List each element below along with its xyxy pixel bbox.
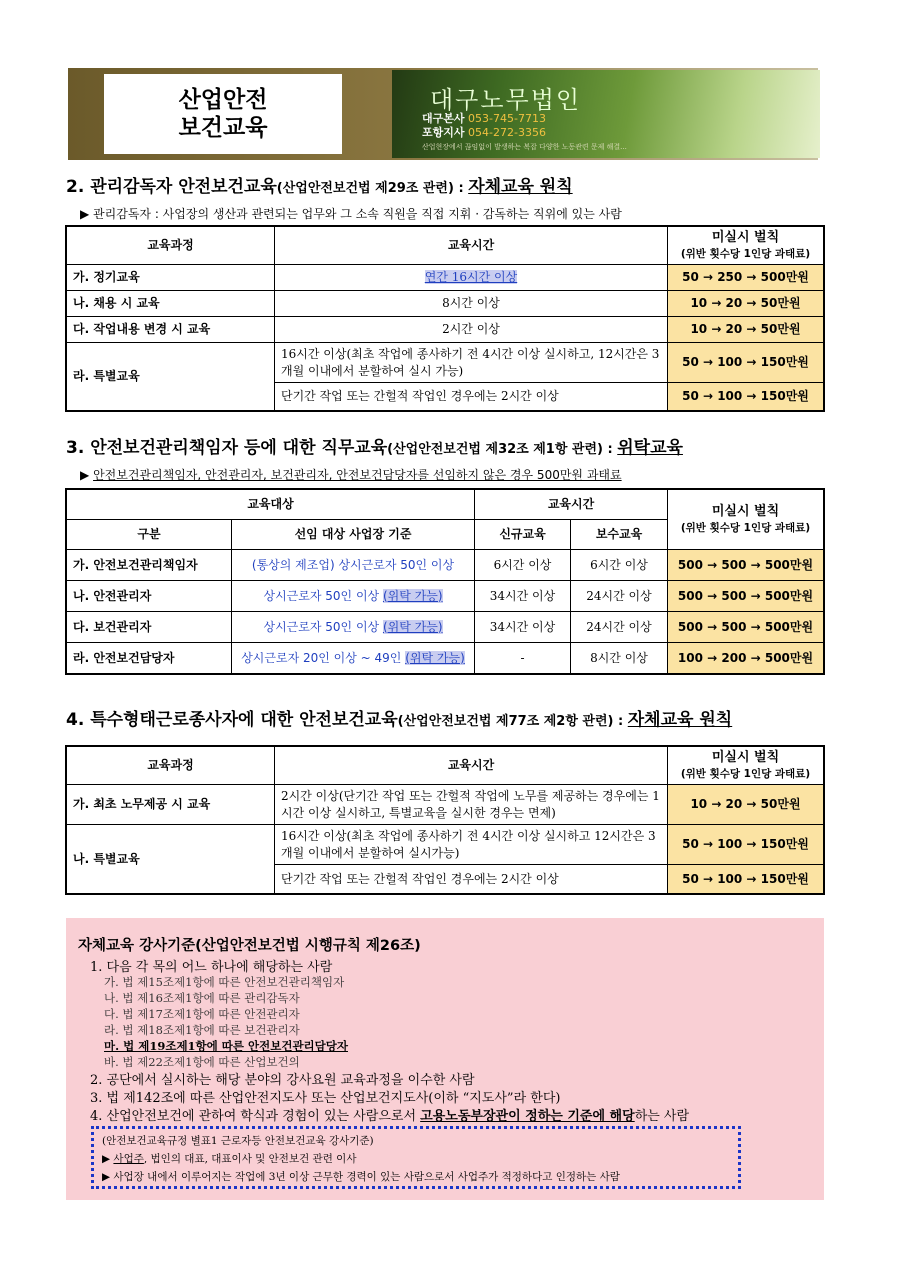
row-label: 다. 작업내용 변경 시 교육	[67, 317, 275, 343]
criteria-item: 1. 다음 각 목의 어느 하나에 해당하는 사람	[90, 960, 333, 975]
criteria-item: 2. 공단에서 실시하는 해당 분야의 강사요원 교육과정을 이수한 사람	[90, 1073, 475, 1088]
row-time: 16시간 이상(최초 작업에 종사하기 전 4시간 이상 실시하고, 12시간은 3개월 이내에서 분할하여 실시 가능)	[275, 343, 668, 383]
criteria-subitem: 가. 법 제15조제1항에 따른 안전보건관리책임자	[104, 975, 345, 989]
header-time: 교육시간	[475, 490, 668, 520]
row-criteria: 상시근로자 50인 이상 (위탁 가능)	[232, 581, 475, 612]
header-time: 교육시간	[275, 747, 668, 785]
header-kind: 구분	[67, 520, 232, 550]
box-line: ▶ 사업장 내에서 이루어지는 작업에 3년 이상 근무한 경력이 있는 사람으로서 사업주가 적정하다고 인정하는 사람	[102, 1171, 620, 1183]
row-label: 나. 특별교육	[67, 825, 275, 894]
row-label: 라. 특별교육	[67, 343, 275, 411]
row-time: 8시간 이상	[275, 291, 668, 317]
banner-tagline: 산업현장에서 끊임없이 발생하는 복잡 다양한 노동관련 문제 해결...	[422, 143, 627, 151]
row-criteria: (통상의 제조업) 상시근로자 50인 이상	[232, 550, 475, 581]
row-time: 2시간 이상(단기간 작업 또는 간헐적 작업에 노무를 제공하는 경우에는 1시간 이상 실시하고, 특별교육을 실시한 경우는 면제)	[275, 785, 668, 825]
row-fine: 100 → 200 → 500만원	[668, 643, 824, 674]
row-new: 34시간 이상	[475, 612, 571, 643]
header-target: 교육대상	[67, 490, 475, 520]
box-line: ▶ 사업주, 법인의 대표, 대표이사 및 안전보건 관련 이사	[102, 1153, 357, 1165]
branch-1: 대구본사 053-745-7713	[422, 112, 546, 125]
row-label: 라. 안전보건담당자	[67, 643, 232, 674]
row-criteria: 상시근로자 50인 이상 (위탁 가능)	[232, 612, 475, 643]
criteria-item: 4. 산업안전보건에 관하여 학식과 경험이 있는 사람으로서 고용노동부장관이 정하는 기준에 해당하는 사람	[90, 1109, 690, 1124]
row-fine: 10 → 20 → 50만원	[668, 785, 824, 825]
row-time: 단기간 작업 또는 간헐적 작업인 경우에는 2시간 이상	[275, 383, 668, 411]
instructor-criteria-title: 자체교육 강사기준(산업안전보건법 시행규칙 제26조)	[78, 938, 421, 954]
criteria-item: 3. 법 제142조에 따른 산업안전지도사 또는 산업보건지도사(이하 “지도사”라 한다)	[90, 1091, 561, 1106]
header-refresh: 보수교육	[571, 520, 668, 550]
row-fine: 50 → 250 → 500만원	[668, 265, 824, 291]
row-fine: 500 → 500 → 500만원	[668, 612, 824, 643]
row-criteria: 상시근로자 20인 이상 ~ 49인 (위탁 가능)	[232, 643, 475, 674]
section-2-title: 2. 관리감독자 안전보건교육(산업안전보건법 제29조 관련) : 자체교육 원칙	[66, 177, 573, 197]
row-fine: 10 → 20 → 50만원	[668, 291, 824, 317]
row-fine: 10 → 20 → 50만원	[668, 317, 824, 343]
section-3-note: ▶ 안전보건관리책임자, 안전관리자, 보건관리자, 안전보건담당자를 선임하지 않은 경우 500만원 과태료	[80, 468, 622, 482]
row-fine: 50 → 100 → 150만원	[668, 865, 824, 894]
criteria-subitem: 바. 법 제22조제1항에 따른 산업보건의	[104, 1055, 300, 1069]
row-fine: 500 → 500 → 500만원	[668, 581, 824, 612]
row-time: 2시간 이상	[275, 317, 668, 343]
row-refresh: 24시간 이상	[571, 612, 668, 643]
header-fine: 미실시 벌칙 (위반 횟수당 1인당 과태료)	[668, 747, 824, 785]
row-refresh: 24시간 이상	[571, 581, 668, 612]
row-refresh: 8시간 이상	[571, 643, 668, 674]
row-new: -	[475, 643, 571, 674]
row-fine: 50 → 100 → 150만원	[668, 383, 824, 411]
row-label: 나. 안전관리자	[67, 581, 232, 612]
row-label: 가. 안전보건관리책임자	[67, 550, 232, 581]
row-fine: 50 → 100 → 150만원	[668, 825, 824, 865]
page-title: 산업안전 보건교육	[104, 74, 342, 154]
criteria-subitem: 다. 법 제17조제1항에 따른 안전관리자	[104, 1007, 300, 1021]
section-3-title: 3. 안전보건관리책임자 등에 대한 직무교육(산업안전보건법 제32조 제1항 관련) : 위탁교육	[66, 438, 683, 458]
header-banner-image	[392, 70, 820, 158]
section-2-note: ▶ 관리감독자 : 사업장의 생산과 관련되는 업무와 그 소속 직원을 직접 지휘 · 감독하는 직위에 있는 사람	[80, 207, 622, 221]
criteria-subitem: 라. 법 제18조제1항에 따른 보건관리자	[104, 1023, 300, 1037]
header-course: 교육과정	[67, 747, 275, 785]
row-refresh: 6시간 이상	[571, 550, 668, 581]
criteria-subitem: 나. 법 제16조제1항에 따른 관리감독자	[104, 991, 300, 1005]
row-new: 6시간 이상	[475, 550, 571, 581]
header-course: 교육과정	[67, 227, 275, 265]
header-fine: 미실시 벌칙 (위반 횟수당 1인당 과태료)	[668, 227, 824, 265]
row-new: 34시간 이상	[475, 581, 571, 612]
header-new: 신규교육	[475, 520, 571, 550]
row-fine: 50 → 100 → 150만원	[668, 343, 824, 383]
header-time: 교육시간	[275, 227, 668, 265]
header-fine: 미실시 벌칙 (위반 횟수당 1인당 과태료)	[668, 490, 824, 550]
section-2-table	[66, 226, 824, 411]
row-label: 가. 최초 노무제공 시 교육	[67, 785, 275, 825]
row-label: 다. 보건관리자	[67, 612, 232, 643]
criteria-subitem: 마. 법 제19조제1항에 따른 안전보건관리담당자	[104, 1039, 348, 1053]
header-criteria: 선임 대상 사업장 기준	[232, 520, 475, 550]
box-title: (안전보건교육규정 별표1 근로자등 안전보건교육 강사기준)	[102, 1135, 374, 1147]
section-4-title: 4. 특수형태근로종사자에 대한 안전보건교육(산업안전보건법 제77조 제2항 관련) : 자체교육 원칙	[66, 710, 733, 730]
section-3-table	[66, 489, 824, 674]
row-fine: 500 → 500 → 500만원	[668, 550, 824, 581]
firm-name: 대구노무법인	[430, 86, 582, 114]
row-time: 연간 16시간 이상	[275, 265, 668, 291]
section-4-table	[66, 746, 824, 894]
row-label: 가. 정기교육	[67, 265, 275, 291]
row-time: 단기간 작업 또는 간헐적 작업인 경우에는 2시간 이상	[275, 865, 668, 894]
row-label: 나. 채용 시 교육	[67, 291, 275, 317]
branch-2: 포항지사 054-272-3356	[422, 126, 546, 139]
row-time: 16시간 이상(최초 작업에 종사하기 전 4시간 이상 실시하고 12시간은 3개월 이내에서 분할하여 실시가능)	[275, 825, 668, 865]
